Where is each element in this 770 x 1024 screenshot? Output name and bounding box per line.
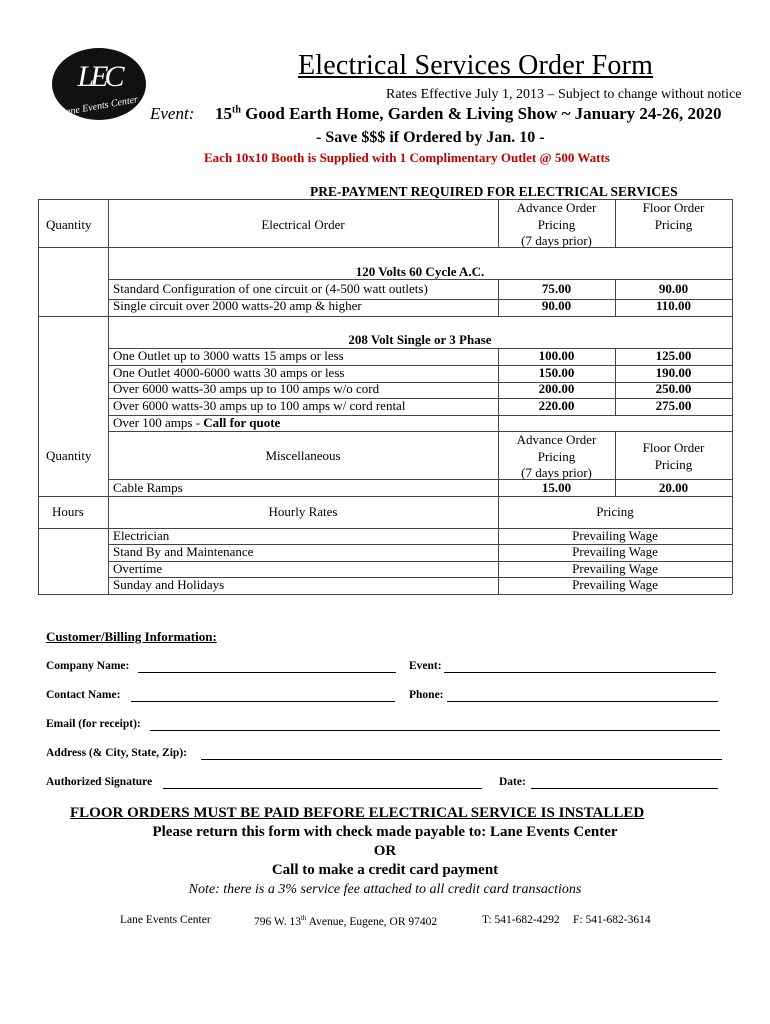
table-border bbox=[108, 199, 109, 594]
table-border bbox=[38, 594, 732, 595]
rates-effective: Rates Effective July 1, 2013 – Subject to change without notice bbox=[386, 87, 742, 102]
advance-pricing-header bbox=[498, 200, 615, 250]
page-title: Electrical Services Order Form bbox=[298, 50, 654, 81]
signature-label: Authorized Signature bbox=[46, 776, 153, 788]
or-separator: OR bbox=[373, 843, 397, 859]
hourly-price: Prevailing Wage bbox=[572, 577, 658, 592]
item-floor-price: 125.00 bbox=[655, 348, 692, 363]
contact-label: Contact Name: bbox=[46, 689, 121, 701]
item-advance-price: 100.00 bbox=[538, 348, 575, 363]
floor-header-line: Floor Order bbox=[642, 200, 705, 215]
item-desc: Standard Configuration of one circuit or (4-500 watt outlets) bbox=[113, 281, 428, 296]
advance-header-line: Advance Order bbox=[516, 200, 597, 215]
item-advance-price: 15.00 bbox=[541, 480, 572, 495]
service-fee-note: Note: there is a 3% service fee attached to all credit card transactions bbox=[188, 882, 582, 897]
hours-header: Hours bbox=[52, 504, 84, 519]
item-advance-price: 90.00 bbox=[541, 298, 572, 313]
footer-fax: F: 541-682-3614 bbox=[573, 914, 651, 926]
hourly-price: Prevailing Wage bbox=[572, 561, 658, 576]
misc-floor-line: Pricing bbox=[654, 456, 693, 472]
item-desc: Over 6000 watts-30 amps up to 100 amps w/o cord bbox=[113, 381, 380, 396]
item-advance-price: 220.00 bbox=[538, 398, 575, 413]
misc-header: Miscellaneous bbox=[265, 448, 341, 463]
address-label: Address (& City, State, Zip): bbox=[46, 747, 187, 759]
booth-note: Each 10x10 Booth is Supplied with 1 Complimentary Outlet @ 500 Watts bbox=[204, 150, 610, 165]
logo-mark: LEC bbox=[77, 60, 121, 93]
table-border bbox=[732, 199, 733, 594]
floor-pricing-header bbox=[615, 200, 732, 233]
item-desc: One Outlet 4000-6000 watts 30 amps or less bbox=[113, 365, 345, 380]
item-desc: One Outlet up to 3000 watts 15 amps or less bbox=[113, 348, 344, 363]
date-label: Date: bbox=[499, 776, 526, 788]
lane-events-center-logo bbox=[52, 48, 146, 120]
logo-text: Lane Events Center bbox=[59, 94, 139, 119]
item-floor-price: 90.00 bbox=[658, 281, 689, 296]
hourly-item: Electrician bbox=[113, 528, 170, 543]
hourly-item: Overtime bbox=[113, 561, 163, 576]
item-floor-price: 190.00 bbox=[655, 365, 692, 380]
item-desc: Over 6000 watts-30 amps up to 100 amps w/ cord rental bbox=[113, 398, 406, 413]
event-name: 15th Good Earth Home, Garden & Living Show ~ January 24-26, 2020 bbox=[215, 104, 722, 123]
pricing-table bbox=[38, 199, 732, 594]
footer-phone: T: 541-682-4292 bbox=[482, 914, 560, 926]
misc-quantity-header: Quantity bbox=[46, 448, 92, 463]
advance-header-line: (7 days prior) bbox=[521, 233, 592, 248]
item-advance-price: 200.00 bbox=[538, 381, 575, 396]
misc-advance-header bbox=[498, 432, 615, 482]
signature-field[interactable] bbox=[163, 788, 482, 789]
item-floor-price: 20.00 bbox=[658, 480, 689, 495]
event-field-label: Event: bbox=[409, 660, 442, 672]
table-border bbox=[38, 316, 732, 317]
phone-field[interactable] bbox=[447, 701, 718, 702]
prepayment-notice: PRE-PAYMENT REQUIRED FOR ELECTRICAL SERVICES bbox=[310, 184, 678, 199]
table-border bbox=[38, 199, 39, 594]
email-label: Email (for receipt): bbox=[46, 718, 141, 730]
address-field[interactable] bbox=[201, 759, 722, 760]
item-advance-price: 75.00 bbox=[541, 281, 572, 296]
event-field[interactable] bbox=[444, 672, 716, 673]
item-advance-price: 150.00 bbox=[538, 365, 575, 380]
advance-header-line: Pricing bbox=[537, 216, 576, 232]
quantity-header: Quantity bbox=[46, 217, 92, 232]
item-desc: Cable Ramps bbox=[113, 480, 183, 495]
billing-title: Customer/Billing Information: bbox=[46, 629, 217, 644]
hourly-item: Sunday and Holidays bbox=[113, 577, 225, 592]
hourly-price: Prevailing Wage bbox=[572, 544, 658, 559]
section-208v-title: 208 Volt Single or 3 Phase bbox=[348, 332, 492, 347]
footer-org: Lane Events Center bbox=[120, 914, 211, 926]
company-label: Company Name: bbox=[46, 660, 130, 672]
item-floor-price: 250.00 bbox=[655, 381, 692, 396]
hourly-price: Prevailing Wage bbox=[572, 528, 658, 543]
misc-advance-line: Advance Order bbox=[516, 432, 597, 447]
hourly-item: Stand By and Maintenance bbox=[113, 544, 254, 559]
phone-label: Phone: bbox=[409, 689, 444, 701]
electrical-order-header: Electrical Order bbox=[261, 217, 345, 232]
email-field[interactable] bbox=[150, 730, 720, 731]
misc-floor-line: Floor Order bbox=[642, 440, 705, 455]
item-desc-call-for-quote: Over 100 amps - Call for quote bbox=[113, 415, 281, 430]
table-border bbox=[38, 247, 732, 248]
misc-floor-header bbox=[615, 440, 732, 473]
floor-header-line: Pricing bbox=[654, 216, 693, 232]
hourly-rates-header: Hourly Rates bbox=[268, 504, 338, 519]
floor-orders-notice: FLOOR ORDERS MUST BE PAID BEFORE ELECTRICAL SERVICE IS INSTALLED bbox=[70, 805, 645, 821]
pricing-header: Pricing bbox=[596, 504, 634, 519]
return-instructions: Please return this form with check made payable to: Lane Events Center bbox=[152, 824, 618, 840]
save-notice: - Save $$$ if Ordered by Jan. 10 - bbox=[316, 129, 545, 146]
item-floor-price: 110.00 bbox=[655, 298, 692, 313]
date-field[interactable] bbox=[531, 788, 718, 789]
credit-card-instructions: Call to make a credit card payment bbox=[271, 862, 499, 878]
section-120v-title: 120 Volts 60 Cycle A.C. bbox=[355, 264, 485, 279]
contact-name-field[interactable] bbox=[131, 701, 395, 702]
misc-advance-line: (7 days prior) bbox=[521, 465, 592, 480]
company-name-field[interactable] bbox=[138, 672, 396, 673]
item-floor-price: 275.00 bbox=[655, 398, 692, 413]
footer-address: 796 W. 13th Avenue, Eugene, OR 97402 bbox=[254, 914, 438, 928]
misc-advance-line: Pricing bbox=[537, 448, 576, 464]
item-desc: Single circuit over 2000 watts-20 amp & higher bbox=[113, 298, 362, 313]
event-label: Event: bbox=[150, 104, 195, 123]
